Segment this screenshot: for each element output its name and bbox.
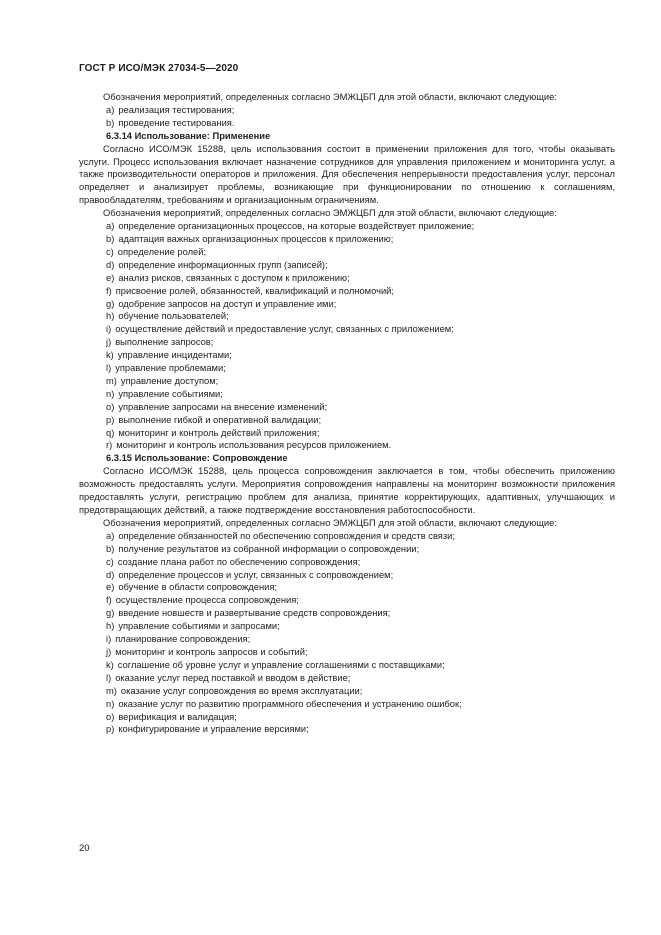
section-heading: 6.3.14 Использование: Применение (106, 130, 271, 141)
list-item-text: обучение пользователей; (118, 311, 229, 322)
paragraph: Обозначения мероприятий, определенных согласно ЭМЖЦБП для этой области, включают следующие: (103, 517, 557, 528)
list-item-label: p) (106, 414, 115, 425)
list-item (79, 298, 615, 311)
list-item (79, 672, 615, 685)
list-item (79, 723, 615, 736)
list-item (79, 543, 615, 556)
list-item (79, 414, 615, 427)
list-item (79, 285, 615, 298)
paragraph: Обозначения мероприятий, определенных согласно ЭМЖЦБП для этой области, включают следующие: (103, 92, 557, 102)
list-item (79, 388, 615, 401)
list-item (79, 581, 615, 594)
list-item-label: n) (106, 388, 115, 399)
list-item-label: m) (106, 685, 117, 696)
section-heading: 6.3.15 Использование: Сопровождение (106, 453, 288, 464)
list-item-text: мониторинг и контроль использования ресурсов приложением. (116, 440, 392, 451)
list-item-text: оказание услуг сопровождения во время эксплуатации; (120, 685, 363, 696)
list-item-label: a) (106, 221, 115, 232)
list-item-label: o) (106, 401, 115, 412)
list-item-text: определение информационных групп (записей); (118, 259, 328, 270)
list-item-text: управление событиями и запросами; (118, 621, 280, 632)
list-item-label: j) (106, 646, 112, 657)
document-header: ГОСТ Р ИСО/МЭК 27034-5—2020 (79, 63, 239, 74)
list-item-text: управление событиями; (118, 388, 223, 399)
list-item-label: o) (106, 711, 115, 722)
list-item-label: e) (106, 582, 115, 593)
list-item-text: выполнение запросов; (115, 337, 214, 348)
list-item (79, 259, 615, 272)
list-item (79, 375, 615, 388)
list-item-label: f) (106, 595, 112, 606)
list-item-text: мониторинг и контроль действий приложения; (118, 427, 320, 438)
list-item-text: верификация и валидация; (118, 711, 237, 722)
list-item-text: создание плана работ по обеспечению сопровождения; (117, 556, 361, 567)
list-item-label: c) (106, 556, 114, 567)
list-item-label: b) (106, 117, 115, 128)
list-item-label: p) (106, 724, 115, 735)
list-item (79, 620, 615, 633)
list-item-label: b) (106, 233, 115, 244)
list-item (79, 362, 615, 375)
list-item-label: d) (106, 569, 115, 580)
list-item (79, 246, 615, 259)
list-item (79, 659, 615, 672)
list-item-label: i) (106, 634, 112, 645)
list-item-text: осуществление действий и предоставление услуг, связанных с приложением; (115, 324, 454, 335)
list-item-label: r) (106, 440, 113, 451)
list-item-text: оказание услуг по развитию программного обеспечения и устранению ошибок; (118, 698, 462, 709)
list-item-label: d) (106, 259, 115, 270)
list-item (79, 323, 615, 336)
list-item-text: управление инцидентами; (117, 350, 232, 361)
list-item-label: q) (106, 427, 115, 438)
list-item (79, 336, 615, 349)
list-item-text: выполнение гибкой и оперативной валидации; (118, 414, 322, 425)
list-item (79, 349, 615, 362)
list-item (79, 233, 615, 246)
list-item-text: определение ролей; (117, 246, 207, 257)
list-item-text: определение процессов и услуг, связанных с сопровождением; (118, 569, 394, 580)
list-item-text: осуществление процесса сопровождения; (115, 595, 299, 606)
list-item-label: n) (106, 698, 115, 709)
list-item (79, 220, 615, 233)
list-item-label: b) (106, 543, 115, 554)
page-number: 20 (79, 843, 90, 854)
list-item-text: планирование сопровождения; (115, 634, 251, 645)
list-item-label: h) (106, 621, 115, 632)
list-item-text: обучение в области сопровождения; (118, 582, 277, 593)
list-item-text: введение новшеств и развертывание средств сопровождения; (118, 608, 391, 619)
list-item-text: управление проблемами; (115, 363, 226, 374)
list-item-text: мониторинг и контроль запросов и событий; (115, 646, 308, 657)
list-item-text: реализация тестирования; (118, 104, 235, 115)
list-item (79, 685, 615, 698)
list-item-text: адаптация важных организационных процессов к приложению; (118, 233, 394, 244)
list-item-text: определение обязанностей по обеспечению сопровождения и средств связи; (118, 530, 455, 541)
list-item-label: k) (106, 659, 114, 670)
list-item-text: одобрение запросов на доступ и управление ими; (118, 298, 337, 309)
list-item-text: получение результатов из собранной информации о сопровождении; (118, 543, 420, 554)
list-item-text: оказание услуг перед поставкой и вводом в действие; (115, 672, 351, 683)
list-item (79, 556, 615, 569)
list-item (79, 439, 615, 452)
list-item (79, 530, 615, 543)
list-item-text: присвоение ролей, обязанностей, квалификаций и полномочий; (115, 285, 394, 296)
list-item (79, 117, 615, 130)
list-item-label: m) (106, 375, 117, 386)
list-item (79, 646, 615, 659)
list-item-label: j) (106, 337, 112, 348)
list-item (79, 607, 615, 620)
list-item (79, 711, 615, 724)
list-item-label: c) (106, 246, 114, 257)
list-item-label: g) (106, 608, 115, 619)
list-item-label: h) (106, 311, 115, 322)
list-item-label: g) (106, 298, 115, 309)
list-item (79, 401, 615, 414)
list-item-text: определение организационных процессов, на которые воздействует приложение; (118, 221, 475, 232)
list-item (79, 594, 615, 607)
list-item-text: управление доступом; (120, 375, 219, 386)
list-item-label: f) (106, 285, 112, 296)
list-item-text: управление запросами на внесение изменений; (118, 401, 328, 412)
list-item (79, 633, 615, 646)
list-item (79, 310, 615, 323)
list-item-text: конфигурирование и управление версиями; (118, 724, 309, 735)
list-item-label: a) (106, 104, 115, 115)
list-item (79, 569, 615, 582)
list-item-label: l) (106, 672, 112, 683)
list-item-label: e) (106, 272, 115, 283)
list-item (79, 104, 615, 117)
paragraph: Согласно ИСО/МЭК 15288, цель процесса сопровождения заключается в том, чтобы обеспечить приложению возможность предоставлять услуги. Мероприятия сопровождения направлены на мониторинг возможности приложения предоставлять услуги, регистрацию проблем для анализа, принятие корректирующих, адаптивных, улучшающих и предотвращающих действий, а также подтверждение восстановления работоспособности. (79, 466, 615, 515)
list-item-label: k) (106, 350, 114, 361)
list-item-text: проведение тестирования. (118, 117, 235, 128)
paragraph: Обозначения мероприятий, определенных согласно ЭМЖЦБП для этой области, включают следующие: (103, 208, 557, 219)
list-item (79, 427, 615, 440)
list-item-text: соглашение об уровне услуг и управление соглашениями с поставщиками; (117, 659, 445, 670)
list-item-text: анализ рисков, связанных с доступом к приложению; (118, 272, 350, 283)
list-item (79, 698, 615, 711)
list-item (79, 272, 615, 285)
list-item-label: a) (106, 530, 115, 541)
document-body (79, 91, 615, 736)
list-item-label: i) (106, 324, 112, 335)
list-item-label: l) (106, 363, 112, 374)
paragraph: Согласно ИСО/МЭК 15288, цель использования состоит в применении приложения для того, чтобы оказывать услуги. Процесс использования включает назначение сотрудников для управления приложением и мониторинга услуг, а также производительности операторов и приложения. Для обеспечения непрерывности предоставления услуг, персонал определяет и анализирует проблемы, возникающие при функционировании по отношению к соглашениям, правообладателям, требованиям и организационным ограничениям. (79, 143, 615, 206)
